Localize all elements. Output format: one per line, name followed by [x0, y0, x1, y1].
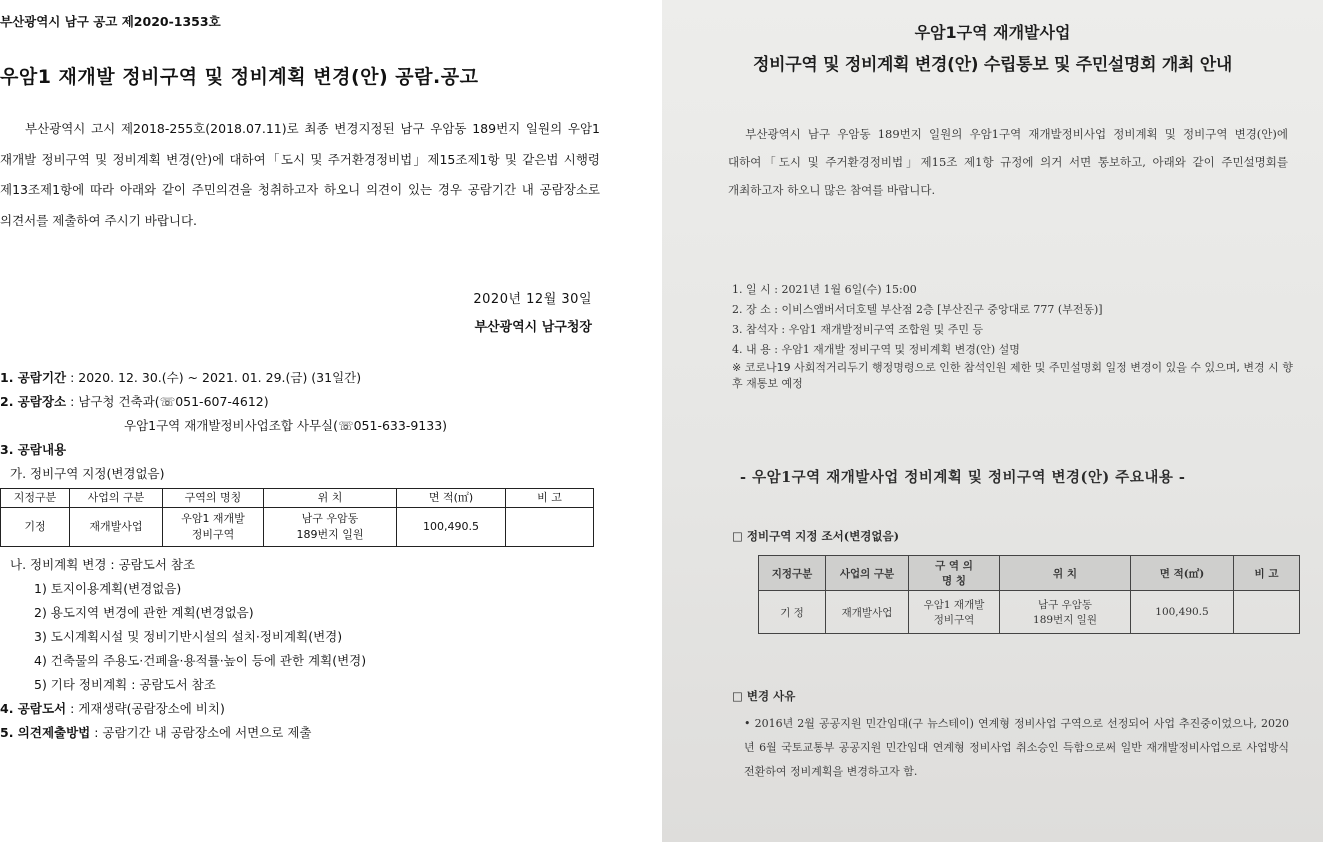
plan-item: 2) 용도지역 변경에 관한 계획(변경없음): [34, 605, 254, 620]
item-documents-label: 4. 공람도서: [0, 701, 67, 716]
table-cell: 기정: [1, 508, 70, 547]
table-cell: 남구 우암동 189번지 일원: [264, 508, 397, 547]
zone-table: [0, 488, 594, 547]
table-cell: 남구 우암동 189번지 일원: [1000, 591, 1131, 634]
item-submission-value: : 공람기간 내 공람장소에 서면으로 제출: [90, 725, 312, 740]
item-place-value: : 남구청 건축과(☏051-607-4612): [66, 394, 269, 409]
plan-item: 5) 기타 정비계획 : 공람도서 참조: [34, 677, 216, 692]
notice-items: [0, 366, 620, 745]
table-header-cell: 면 적(㎡): [397, 489, 506, 508]
flyer-paragraph: 부산광역시 남구 우암동 189번지 일원의 우암1구역 재개발정비사업 정비계획 및 정비구역 변경(안)에 대하여「도시 및 주거환경정비법」제15조 제1항 규정에 의거 서면 통보하고, 아래와 같이 주민설명회를 개최하고자 하오니 많은 참여를 바랍니다.: [728, 127, 1288, 197]
table-header-cell: 위 치: [264, 489, 397, 508]
change-reason-text: 2016년 2월 공공지원 민간임대(구 뉴스테이) 연계형 정비사업 구역으로 선정되어 사업 추진중이었으나, 2020년 6월 국토교통부 공공지원 민간임대 연계형 정비사업 취소승인 득함으로써 일반 재개발정비사업으로 사업방식 전환하여 정비계획을 변경하고자 함.: [744, 717, 1289, 778]
flyer-item: 1. 일 시 : 2021년 1월 6일(수) 15:00: [732, 283, 917, 296]
notice-number: 부산광역시 남구 공고 제2020-1353호: [0, 14, 221, 29]
table-header-cell: 구역의 명칭: [163, 489, 264, 508]
table-header-cell: 지정구분: [1, 489, 70, 508]
flyer-subtitle: 정비구역 및 정비계획 변경(안) 수립통보 및 주민설명회 개최 안내: [752, 55, 1233, 75]
flyer-zone-table: [758, 555, 1300, 634]
table-cell: 100,490.5: [1131, 591, 1234, 634]
plan-item: 1) 토지이용계획(변경없음): [34, 581, 182, 596]
table-header-cell: 구 역 의 명 칭: [909, 556, 1000, 591]
flyer-item: 2. 장 소 : 이비스앰버서더호텔 부산점 2층 [부산진구 중앙대로 777 (부전동)]: [732, 303, 1103, 316]
item-period-value: : 2020. 12. 30.(수) ~ 2021. 01. 29.(금) (31일간): [66, 370, 362, 385]
table-cell: 기 정: [759, 591, 826, 634]
table-header-cell: 비 고: [1234, 556, 1300, 591]
table-header-cell: 사업의 구분: [826, 556, 909, 591]
table-header-cell: 지정구분: [759, 556, 826, 591]
item-place-label: 2. 공람장소: [0, 394, 67, 409]
table-header-cell: 사업의 구분: [70, 489, 163, 508]
plan-item: 4) 건축물의 주용도·건폐율·용적률·높이 등에 관한 계획(변경): [34, 653, 367, 668]
sub-a-label: 가. 정비구역 지정(변경없음): [10, 466, 165, 481]
notice-date: 2020년 12월 30일: [473, 292, 592, 307]
flyer-note: ※ 코로나19 사회적거리두기 행정명령으로 인한 참석인원 제한 및 주민설명회 일정 변경이 있을 수 있으며, 변경 시 향후 재통보 예정: [732, 361, 1293, 390]
table-cell: 재개발사업: [826, 591, 909, 634]
table-cell: 재개발사업: [70, 508, 163, 547]
table-cell: [506, 508, 594, 547]
table-cell: 우암1 재개발 정비구역: [909, 591, 1000, 634]
flyer-section-heading: - 우암1구역 재개발사업 정비계획 및 정비구역 변경(안) 주요내용 -: [740, 469, 1186, 486]
briefing-notice-photo: [662, 0, 1323, 842]
change-reason-heading: □ 변경 사유: [732, 689, 796, 703]
flyer-title: 우암1구역 재개발사업: [914, 23, 1071, 42]
table-row: [759, 591, 1300, 634]
notice-paragraph: 부산광역시 고시 제2018-255호(2018.07.11)로 최종 변경지정된 남구 우암동 189번지 일원의 우암1 재개발 정비구역 및 정비계획 변경(안)에 대하여「도시 및 주거환경정비법」제15조제1항 및 같은법 시행령 제13조제1항에 따라 아래와 같이 주민의견을 청취하고자 하오니 의견이 있는 경우 공람기간 내 공람장소로 의견서를 제출하여 주시기 바랍니다.: [0, 121, 600, 228]
table-header-cell: 면 적(㎡): [1131, 556, 1234, 591]
table-header-cell: 위 치: [1000, 556, 1131, 591]
item-contents-label: 3. 공람내용: [0, 442, 67, 457]
item-documents-value: : 게재생략(공람장소에 비치): [66, 701, 225, 716]
item-period: [0, 366, 620, 390]
item-place-office: 우암1구역 재개발정비사업조합 사무실(☏051-633-9133): [124, 418, 448, 433]
table-header-cell: 비 고: [506, 489, 594, 508]
plan-item: 3) 도시계획시설 및 정비기반시설의 설치·정비계획(변경): [34, 629, 343, 644]
flyer-item: 4. 내 용 : 우암1 재개발 정비구역 및 정비계획 변경(안) 설명: [732, 343, 1020, 356]
table-cell: 우암1 재개발 정비구역: [163, 508, 264, 547]
zone-designation-heading: □ 정비구역 지정 조서(변경없음): [732, 529, 900, 543]
item-documents: [0, 697, 620, 721]
item-period-label: 1. 공람기간: [0, 370, 67, 385]
item-submission-label: 5. 의견제출방법: [0, 725, 91, 740]
item-place: [0, 390, 620, 414]
flyer-items: [732, 280, 1302, 392]
table-cell: 100,490.5: [397, 508, 506, 547]
notice-title: 우암1 재개발 정비구역 및 정비계획 변경(안) 공람.공고: [0, 66, 479, 88]
public-notice-document: [0, 0, 650, 842]
flyer-item: 3. 참석자 : 우암1 재개발정비구역 조합원 및 주민 등: [732, 323, 984, 336]
change-reason: [744, 712, 1289, 784]
sub-b-label: 나. 정비계획 변경 : 공람도서 참조: [10, 557, 196, 572]
zone-table-header: [1, 489, 594, 508]
flyer-table-header: [759, 556, 1300, 591]
table-row: [1, 508, 594, 547]
bullet-icon: •: [744, 717, 751, 730]
notice-signer: 부산광역시 남구청장: [474, 320, 592, 335]
table-cell: [1234, 591, 1300, 634]
item-submission: [0, 721, 620, 745]
